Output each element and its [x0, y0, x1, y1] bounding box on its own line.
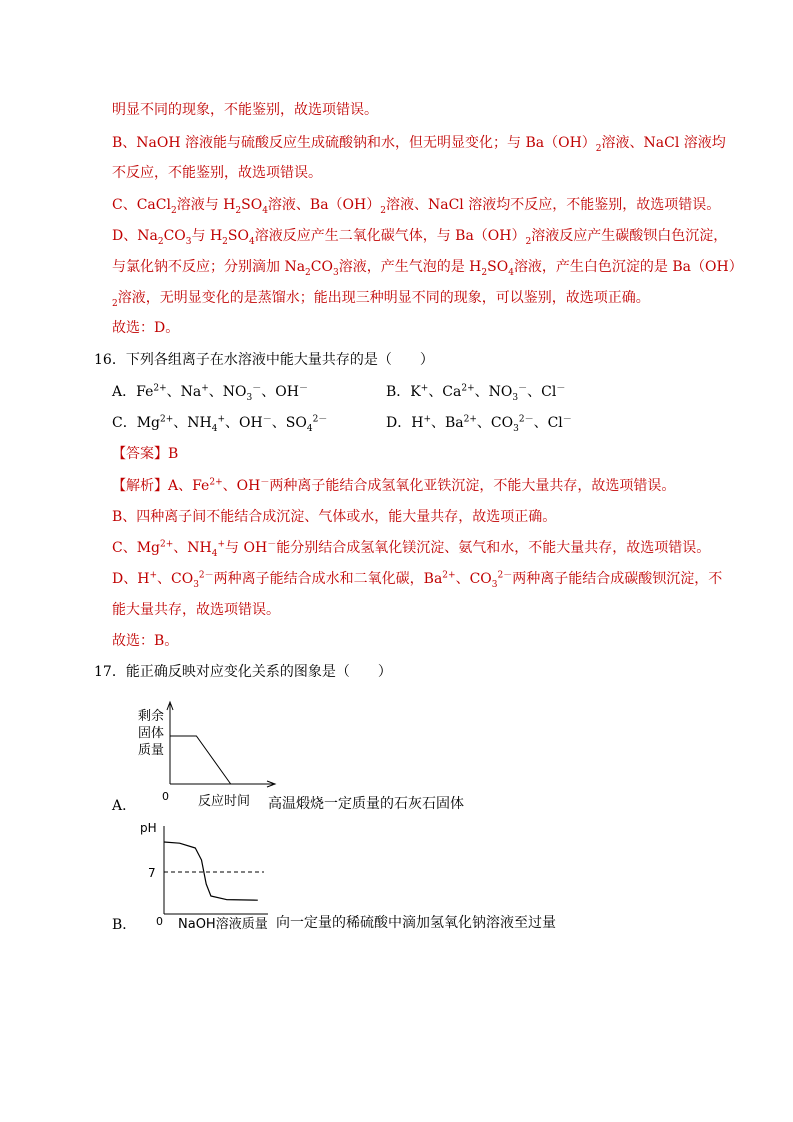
option-label: B． — [386, 384, 411, 400]
superscript: + — [217, 414, 226, 425]
chart-b-origin-label: 0 — [156, 915, 163, 928]
text: 与 OH — [225, 540, 268, 556]
text: 与氯化钠不反应；分别滴加 Na — [112, 259, 306, 275]
superscript: 2－ — [518, 414, 534, 425]
q16-answer — [112, 444, 178, 464]
analysis-option-d-line3 — [112, 288, 650, 308]
q17-option-b-label — [112, 915, 136, 935]
subscript: 2 — [595, 143, 602, 154]
subscript: 4 — [211, 548, 218, 559]
text: 溶液与 H — [176, 197, 236, 213]
superscript: 2+ — [160, 414, 174, 425]
subscript: 2 — [222, 236, 228, 247]
text: 溶液、Ba（OH） — [267, 197, 381, 213]
chart-a-xlabel: 反应时间 — [198, 794, 251, 809]
subscript: 4 — [211, 423, 218, 434]
subscript: 4 — [508, 267, 514, 278]
subscript: 3 — [332, 267, 339, 278]
superscript: 2+ — [442, 570, 456, 581]
text: 、Ca — [428, 384, 462, 400]
text: K — [410, 384, 421, 400]
superscript: 2+ — [160, 539, 174, 550]
superscript: + — [423, 414, 431, 425]
text: 、NO — [208, 384, 247, 400]
superscript: + — [149, 570, 157, 581]
text: 、OH — [261, 384, 299, 400]
answer-value: B — [168, 446, 179, 462]
superscript: 2+ — [463, 414, 477, 425]
q16-analysis-d-line1 — [112, 569, 722, 589]
text: 溶液、NaCl 溶液均不反应，不能鉴别，故选项错误。 — [385, 197, 721, 213]
q16-analysis-d-line2 — [112, 600, 280, 620]
text: 溶液，产生白色沉淀的是 Ba（OH） — [513, 259, 743, 275]
q16-option-c — [112, 413, 327, 433]
subscript: 3 — [491, 579, 498, 590]
text: 高温煅烧一定质量的石灰石固体 — [268, 796, 464, 812]
analysis-line-continuation — [112, 100, 378, 120]
subscript: 2 — [170, 205, 177, 216]
q16-final-answer — [112, 631, 178, 651]
subscript: 2 — [380, 205, 386, 216]
subscript: 2 — [305, 267, 311, 278]
q16-analysis-c — [112, 538, 710, 558]
q16-option-b — [386, 382, 565, 402]
analysis-option-d-line2 — [112, 257, 743, 277]
subscript: 3 — [246, 392, 253, 403]
text: 、CO — [455, 571, 492, 587]
q17-option-a-description — [268, 794, 464, 814]
text: Mg — [136, 415, 161, 431]
option-label: D． — [386, 415, 412, 431]
superscript: － — [562, 414, 572, 425]
superscript: － — [260, 477, 270, 488]
text: B、四种离子间不能结合成沉淀、气体或水，能大量共存，故选项正确。 — [112, 509, 557, 525]
text: 、CO — [476, 415, 514, 431]
chart-a-ylabel-line1: 剩余 — [138, 709, 165, 724]
chart-b-series-curve — [164, 842, 258, 900]
subscript: 2 — [112, 298, 118, 309]
text: 两种离子能结合成氢氧化亚铁沉淀，不能大量共存，故选项错误。 — [269, 478, 676, 494]
text: 、OH — [225, 415, 263, 431]
chart-b-ylabel: pH — [140, 821, 157, 835]
subscript: 2 — [481, 267, 488, 278]
subscript: 4 — [262, 205, 268, 216]
option-label: A． — [112, 384, 137, 400]
text: 、OH — [222, 478, 261, 494]
superscript: － — [518, 383, 528, 394]
superscript: 2－ — [198, 570, 214, 581]
superscript: － — [262, 414, 272, 425]
text: 两种离子能结合成水和二氧化碳，Ba — [213, 571, 443, 587]
chart-b-ph-curve — [136, 818, 276, 933]
text: 、NH — [173, 540, 212, 556]
superscript: － — [252, 383, 262, 394]
text: 溶液，产生气泡的是 H — [338, 259, 482, 275]
text: 、Cl — [527, 384, 557, 400]
text: C、CaCl — [112, 197, 171, 213]
superscript: － — [267, 539, 277, 550]
chart-a-origin-label: 0 — [162, 790, 169, 803]
text: C、Mg — [112, 540, 161, 556]
text: 、NH — [173, 415, 212, 431]
question-16-stem — [94, 350, 434, 370]
text: A、Fe — [168, 478, 210, 494]
text: 、CO — [156, 571, 194, 587]
text: 能分别结合成氢氧化镁沉淀、氨气和水，不能大量共存，故选项错误。 — [276, 540, 711, 556]
chart-a-ylabel-line3: 质量 — [138, 743, 165, 758]
text: 溶液反应产生二氧化碳气体，与 Ba（OH） — [254, 228, 526, 244]
chart-a-series-line — [170, 736, 231, 784]
text: 、Cl — [533, 415, 563, 431]
subscript: 3 — [513, 423, 519, 434]
text: 16．下列各组离子在水溶液中能大量共存的是（ ） — [94, 352, 434, 368]
analysis-option-c-line — [112, 195, 720, 215]
text: 、Ba — [431, 415, 464, 431]
subscript: 3 — [185, 236, 192, 247]
superscript: + — [217, 539, 226, 550]
chart-b-xlabel: NaOH溶液质量 — [178, 917, 268, 932]
text: 、SO — [271, 415, 307, 431]
chart-b-reference-label: 7 — [148, 866, 156, 880]
text: 溶液反应产生碳酸钡白色沉淀， — [531, 228, 728, 244]
text: 溶液，无明显变化的是蒸馏水；能出现三种明显不同的现象，可以鉴别，故选项正确。 — [117, 290, 650, 306]
analysis-option-d-line1 — [112, 226, 727, 246]
text: 、Na — [166, 384, 202, 400]
text: 向一定量的稀硫酸中滴加氢氧化钠溶液至过量 — [276, 915, 556, 931]
q17-option-a-label — [112, 796, 136, 816]
q17-option-b-description — [276, 913, 556, 933]
chart-a-ylabel-line2: 固体 — [138, 726, 165, 741]
question-17-stem — [94, 662, 392, 682]
text: 17．能正确反映对应变化关系的图象是（ ） — [94, 664, 392, 680]
superscript: － — [556, 383, 566, 394]
text: 溶液、NaCl 溶液均 — [601, 135, 726, 151]
subscript: 3 — [193, 579, 199, 590]
q16-analysis-b — [112, 507, 556, 527]
text: 故选：B。 — [112, 633, 179, 649]
text: B、NaOH 溶液能与硫酸反应生成硫酸钠和水，但无明显变化；与 Ba（OH） — [112, 135, 596, 151]
q16-option-d — [386, 413, 572, 433]
chart-a-remaining-solid-mass — [130, 700, 280, 815]
option-label: C． — [112, 415, 137, 431]
text: 不反应，不能鉴别，故选项错误。 — [112, 165, 322, 181]
superscript: + — [201, 383, 209, 394]
q16-analysis-a — [112, 476, 675, 496]
text: D、Na — [112, 228, 158, 244]
superscript: 2－ — [497, 570, 513, 581]
subscript: 3 — [512, 392, 519, 403]
text: SO — [487, 259, 509, 275]
text: H — [411, 415, 424, 431]
superscript: － — [298, 383, 308, 394]
text: D、H — [112, 571, 150, 587]
subscript: 4 — [306, 423, 313, 434]
superscript: 2+ — [153, 383, 167, 394]
subscript: 2 — [157, 236, 164, 247]
text: 、NO — [474, 384, 513, 400]
text: SO — [241, 197, 263, 213]
analysis-tag: 【解析】 — [112, 478, 168, 494]
analysis-answer-line — [112, 318, 179, 338]
text: 两种离子能结合成碳酸钡沉淀，不 — [512, 571, 723, 587]
text: 能大量共存，故选项错误。 — [112, 602, 280, 618]
subscript: 4 — [248, 236, 255, 247]
superscript: 2－ — [312, 414, 328, 425]
text: SO — [227, 228, 249, 244]
analysis-option-b-line1 — [112, 133, 726, 153]
subscript: 2 — [235, 205, 242, 216]
subscript: 2 — [525, 236, 532, 247]
analysis-option-b-line2 — [112, 163, 322, 183]
superscript: 2+ — [461, 383, 475, 394]
text: CO — [163, 228, 186, 244]
text: Fe — [136, 384, 154, 400]
text: CO — [310, 259, 333, 275]
option-label: B． — [112, 917, 137, 933]
option-label: A． — [112, 798, 137, 814]
text: 与 H — [191, 228, 223, 244]
q16-option-a — [112, 382, 308, 402]
answer-tag: 【答案】 — [112, 446, 168, 462]
text: 故选：D。 — [112, 320, 180, 336]
text: 明显不同的现象，不能鉴别，故选项错误。 — [112, 102, 378, 118]
superscript: + — [420, 383, 429, 394]
superscript: 2+ — [209, 477, 223, 488]
